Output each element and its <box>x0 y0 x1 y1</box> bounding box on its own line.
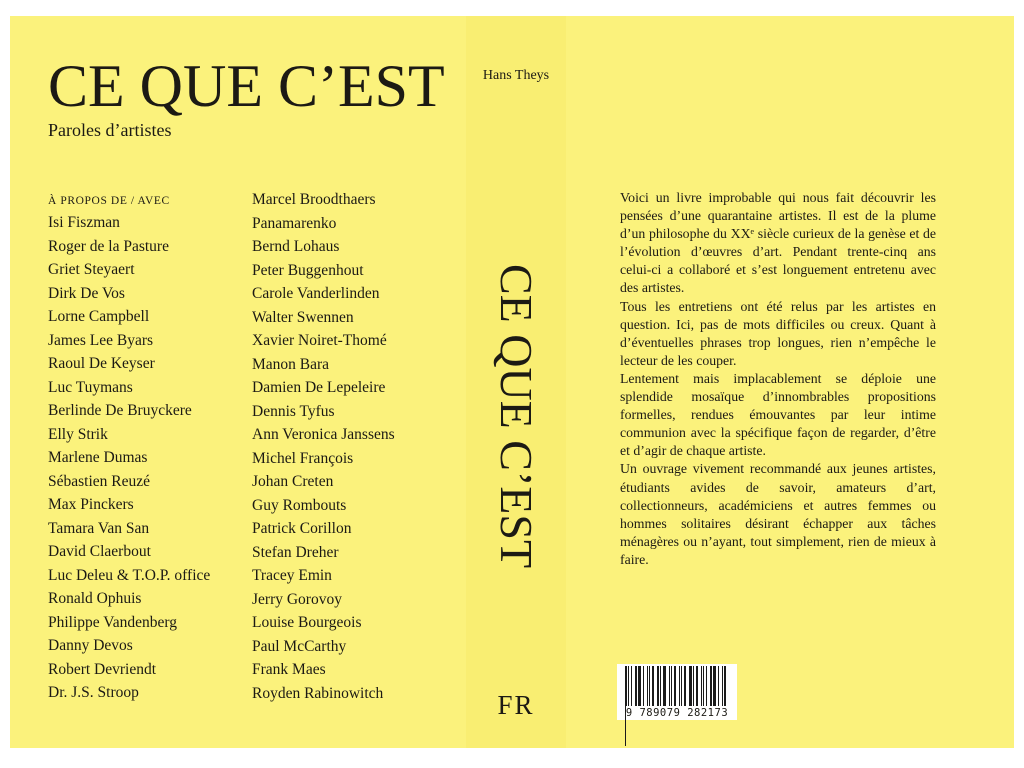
barcode-bar <box>652 666 654 706</box>
artist-name: Carole Vanderlinden <box>252 285 380 302</box>
barcode-bar <box>718 666 719 706</box>
barcode-bar <box>631 666 632 706</box>
barcode-bar <box>628 666 629 706</box>
barcode-bar <box>679 666 680 706</box>
isbn-barcode <box>617 664 737 720</box>
artist-name: Danny Devos <box>48 637 133 654</box>
artist-name: Manon Bara <box>252 355 330 373</box>
barcode-bar <box>669 666 670 706</box>
artist-name: Frank Maes <box>252 661 326 678</box>
artist-name: Dr. J.S. Stroop <box>48 684 139 701</box>
barcode-bar <box>660 666 661 706</box>
artist-name: Griet Steyaert <box>48 261 135 278</box>
artist-name: Louise Bourgeois <box>252 614 362 631</box>
artist-name: Peter Buggenhout <box>252 261 364 279</box>
isbn-number: 9 789079 282173 <box>625 707 729 719</box>
artist-list-column-1 <box>48 188 210 705</box>
barcode-bar <box>649 666 650 706</box>
front-cover <box>10 16 466 748</box>
barcode-bar <box>689 666 692 706</box>
barcode-bar <box>647 666 648 706</box>
artist-name: Max Pinckers <box>48 496 134 513</box>
artist-name: Paul McCarthy <box>252 637 347 655</box>
artist-name: Lorne Campbell <box>48 308 150 325</box>
spine-author: Hans Theys <box>482 68 550 83</box>
blurb-paragraph: Voici un livre improbable qui nous fait découvrir les pensées d’une quarantaine artistes. Il est de la plume d’un philosophe du XXᵉ siècle curieux de la genèse et de l’évolution d’œuvres d’art. Pendant trente-cinq ans celui-ci a collaboré et s’est longuement entretenu avec des artistes. <box>620 190 936 296</box>
barcode-bar <box>657 666 659 706</box>
barcode-bar <box>663 666 666 706</box>
artist-list-heading: À PROPOS DE / AVEC <box>48 195 170 207</box>
book-spine <box>466 16 566 748</box>
artist-name: Bernd Lohaus <box>252 238 340 255</box>
artist-name: Roger de la Pasture <box>48 237 169 255</box>
artist-name: David Claerbout <box>48 543 151 560</box>
artist-name: Patrick Corillon <box>252 520 352 537</box>
artist-name: Panamarenko <box>252 214 337 232</box>
blurb-paragraph: Tous les entretiens ont été relus par les artistes en question. Ici, pas de mots difficiles ou creux. Quant à d’éventuelles phrases trop longues, rien n’empêche le lecteur de les couper. <box>620 298 936 368</box>
barcode-bar <box>693 666 694 706</box>
artist-name: Raoul De Keyser <box>48 355 155 372</box>
artist-name: Tamara Van San <box>48 519 150 537</box>
artist-name: Michel François <box>252 449 354 467</box>
artist-name: Luc Deleu & T.O.P. office <box>48 566 211 584</box>
artist-name: Berlinde De Bruyckere <box>48 402 192 419</box>
barcode-bar <box>625 666 627 706</box>
barcode-bar <box>643 666 644 706</box>
barcode-bar <box>724 666 726 706</box>
barcode-bar <box>684 666 686 706</box>
barcode-bar <box>635 666 637 706</box>
barcode-bars <box>625 666 729 706</box>
barcode-bar <box>681 666 682 706</box>
artist-name: Walter Swennen <box>252 308 354 326</box>
artist-name: Philippe Vandenberg <box>48 613 178 631</box>
artist-name: Dennis Tyfus <box>252 402 335 420</box>
barcode-bar <box>674 666 676 706</box>
barcode-bar <box>706 666 707 706</box>
artist-name: Elly Strik <box>48 425 108 443</box>
barcode-bar <box>703 666 704 706</box>
barcode-bar <box>671 666 672 706</box>
artist-name: Damien De Lepeleire <box>252 379 386 396</box>
barcode-bar <box>701 666 702 706</box>
artist-name: Marlene Dumas <box>48 449 148 466</box>
artist-name: Luc Tuymans <box>48 378 133 396</box>
spine-publisher-mark: FR <box>497 690 535 720</box>
barcode-bar <box>696 666 698 706</box>
artist-name: Dirk De Vos <box>48 284 125 302</box>
blurb-paragraph: Lentement mais implacablement se déploie une splendide mosaïque d’innombrables propositions formelles, rendues émouvantes par leur intime communion avec la spécifique façon de regarder, d’être et d’agir de chaque artiste. <box>620 370 936 459</box>
barcode-bar <box>638 666 641 706</box>
artist-name: Ann Veronica Janssens <box>252 426 395 443</box>
artist-name: Robert Devriendt <box>48 660 157 678</box>
artist-name: James Lee Byars <box>48 331 154 349</box>
artist-name: Isi Fiszman <box>48 214 120 231</box>
artist-name: Ronald Ophuis <box>48 590 142 607</box>
artist-name: Jerry Gorovoy <box>252 590 342 608</box>
artist-name: Stefan Dreher <box>252 543 339 561</box>
artist-name: Royden Rabinowitch <box>252 684 384 702</box>
artist-name: Xavier Noiret-Thomé <box>252 332 387 349</box>
barcode-bar <box>710 666 712 706</box>
barcode-bar <box>722 666 723 706</box>
book-subtitle: Paroles d’artistes <box>48 120 172 140</box>
back-cover-blurb <box>620 189 936 569</box>
spine-title: CE QUE C’EST <box>491 263 542 569</box>
barcode-bar <box>713 666 716 706</box>
back-cover <box>566 16 1014 748</box>
book-title: CE QUE C’EST <box>48 53 445 119</box>
artist-name: Johan Creten <box>252 473 334 490</box>
artist-name: Tracey Emin <box>252 567 332 584</box>
artist-name: Guy Rombouts <box>252 496 347 514</box>
blurb-paragraph: Un ouvrage vivement recommandé aux jeunes artistes, étudiants avides de savoir, amateurs d’art, collectionneurs, académiciens et autres femmes ou hommes solitaires désirant échapper aux tâches ménagères ou n’ayant, tout simplement, rien de mieux à faire. <box>620 461 936 567</box>
artist-name: Marcel Broodthaers <box>252 191 376 208</box>
artist-list-column-2 <box>252 188 395 705</box>
artist-name: Sébastien Reuzé <box>48 472 151 490</box>
